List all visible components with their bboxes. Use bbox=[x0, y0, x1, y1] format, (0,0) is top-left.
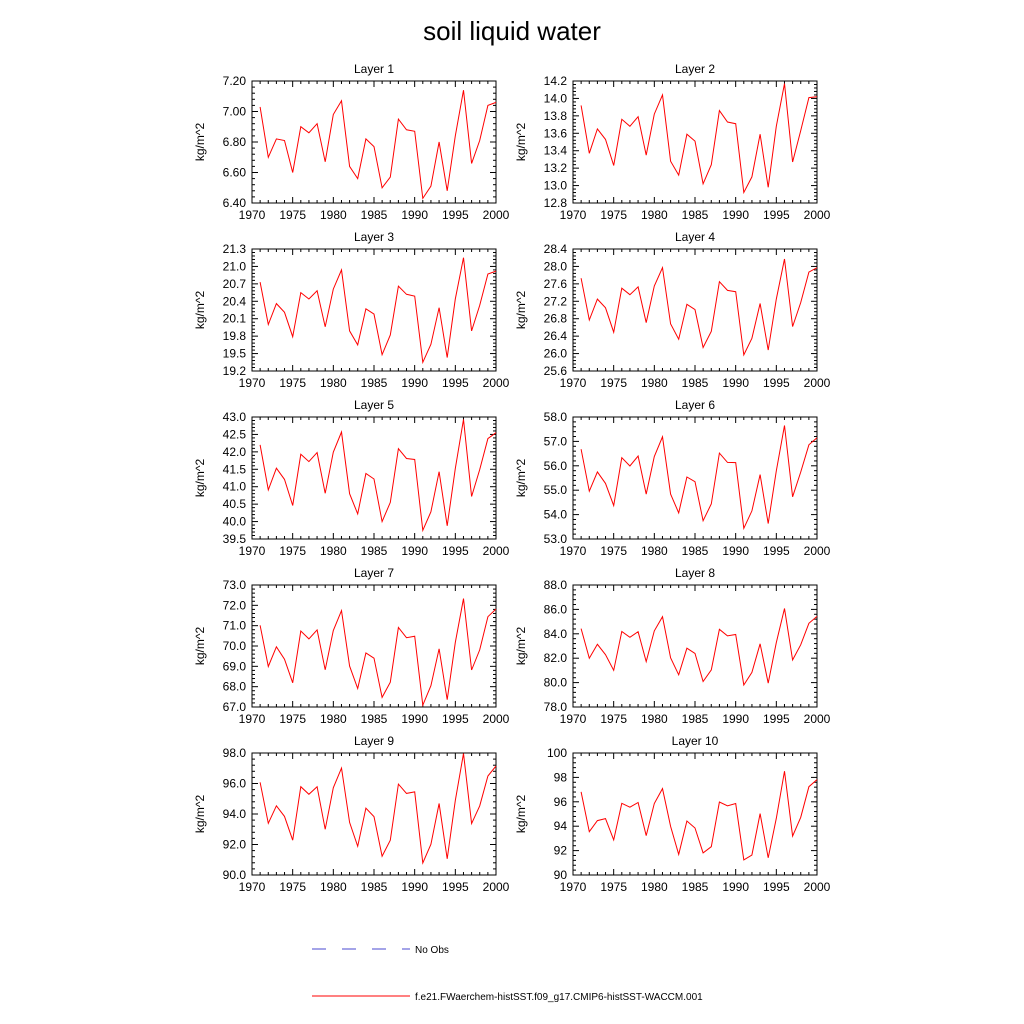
legend-obs-label: No Obs bbox=[415, 945, 449, 956]
x-tick-label: 1975 bbox=[279, 208, 307, 222]
x-tick-label: 1980 bbox=[640, 544, 668, 558]
y-tick-label: 21.0 bbox=[222, 259, 246, 274]
y-tick-label: 19.2 bbox=[222, 364, 246, 378]
y-tick-label: 57.0 bbox=[543, 434, 567, 449]
x-tick-label: 1970 bbox=[238, 208, 266, 222]
panel-title: Layer 5 bbox=[353, 398, 395, 412]
x-tick-label: 1990 bbox=[401, 880, 429, 894]
x-tick-label: 1980 bbox=[319, 376, 347, 390]
y-tick-label: 82.0 bbox=[543, 651, 567, 666]
panel-title: Layer 2 bbox=[674, 62, 716, 76]
y-axis-label: kg/m^2 bbox=[193, 794, 207, 834]
y-tick-label: 69.0 bbox=[222, 659, 246, 674]
y-tick-label: 53.0 bbox=[543, 532, 567, 546]
y-tick-label: 67.0 bbox=[222, 700, 246, 714]
y-tick-label: 25.6 bbox=[543, 364, 567, 378]
x-tick-label: 1990 bbox=[722, 544, 750, 558]
chart-panel-3 bbox=[193, 230, 510, 390]
y-tick-label: 100 bbox=[546, 746, 567, 760]
y-tick-label: 73.0 bbox=[222, 578, 246, 592]
panels-group bbox=[193, 62, 831, 894]
plot-frame bbox=[252, 417, 496, 539]
y-tick-label: 13.4 bbox=[543, 143, 567, 158]
panel-title: Layer 8 bbox=[674, 566, 716, 580]
chart-panel-4 bbox=[514, 230, 831, 390]
x-tick-label: 1990 bbox=[401, 208, 429, 222]
chart-panel-5 bbox=[193, 398, 510, 558]
x-tick-label: 2000 bbox=[482, 544, 510, 558]
x-tick-label: 2000 bbox=[803, 880, 831, 894]
y-axis-label: kg/m^2 bbox=[514, 626, 528, 666]
x-tick-label: 2000 bbox=[803, 544, 831, 558]
y-tick-label: 27.6 bbox=[543, 276, 567, 291]
x-tick-label: 1985 bbox=[681, 208, 709, 222]
y-axis-label: kg/m^2 bbox=[514, 458, 528, 498]
series-line bbox=[260, 599, 496, 706]
legend-model-label: f.e21.FWaerchem-histSST.f09_g17.CMIP6-histSST-WACCM.001 bbox=[415, 992, 703, 1003]
x-tick-label: 1980 bbox=[319, 712, 347, 726]
y-tick-label: 14.0 bbox=[543, 91, 567, 106]
y-tick-label: 6.80 bbox=[222, 135, 246, 149]
series-line bbox=[260, 419, 496, 530]
x-tick-label: 1975 bbox=[600, 208, 628, 222]
x-tick-label: 1995 bbox=[441, 376, 469, 390]
y-tick-label: 70.0 bbox=[222, 639, 246, 653]
y-tick-label: 6.60 bbox=[222, 165, 246, 180]
y-tick-label: 90.0 bbox=[222, 868, 246, 882]
y-tick-label: 21.3 bbox=[222, 242, 246, 256]
x-tick-label: 1985 bbox=[681, 544, 709, 558]
x-tick-label: 1980 bbox=[640, 376, 668, 390]
y-tick-label: 54.0 bbox=[543, 507, 567, 522]
y-tick-label: 78.0 bbox=[543, 700, 567, 714]
x-tick-label: 1995 bbox=[441, 208, 469, 222]
y-tick-label: 28.0 bbox=[543, 259, 567, 274]
y-axis-label: kg/m^2 bbox=[193, 122, 207, 162]
y-tick-label: 26.4 bbox=[543, 329, 567, 344]
chart-panel-1 bbox=[193, 62, 510, 222]
chart-panel-2 bbox=[514, 62, 831, 222]
x-tick-label: 1985 bbox=[360, 544, 388, 558]
y-tick-label: 68.0 bbox=[222, 679, 246, 694]
y-axis-label: kg/m^2 bbox=[193, 626, 207, 666]
y-axis-label: kg/m^2 bbox=[514, 794, 528, 834]
y-tick-label: 7.20 bbox=[222, 74, 246, 88]
y-tick-label: 56.0 bbox=[543, 458, 567, 473]
x-tick-label: 1975 bbox=[279, 880, 307, 894]
y-tick-label: 42.5 bbox=[222, 427, 246, 442]
panel-title: Layer 6 bbox=[674, 398, 716, 412]
y-tick-label: 90 bbox=[553, 868, 567, 882]
x-tick-label: 2000 bbox=[803, 712, 831, 726]
x-tick-label: 1980 bbox=[640, 712, 668, 726]
panel-title: Layer 7 bbox=[353, 566, 395, 580]
x-tick-label: 1980 bbox=[319, 880, 347, 894]
x-tick-label: 1985 bbox=[360, 712, 388, 726]
panel-title: Layer 3 bbox=[353, 230, 395, 244]
y-tick-label: 96.0 bbox=[222, 776, 246, 791]
x-tick-label: 2000 bbox=[482, 712, 510, 726]
plot-frame bbox=[252, 585, 496, 707]
y-tick-label: 20.4 bbox=[222, 294, 246, 309]
y-tick-label: 41.5 bbox=[222, 462, 246, 477]
y-tick-label: 19.8 bbox=[222, 329, 246, 344]
x-tick-label: 1990 bbox=[401, 712, 429, 726]
x-tick-label: 1995 bbox=[762, 880, 790, 894]
plot-frame bbox=[252, 753, 496, 875]
y-tick-label: 13.2 bbox=[543, 161, 567, 176]
x-tick-label: 1995 bbox=[762, 208, 790, 222]
y-tick-label: 43.0 bbox=[222, 410, 246, 424]
y-tick-label: 84.0 bbox=[543, 626, 567, 641]
x-tick-label: 1980 bbox=[640, 880, 668, 894]
x-tick-label: 1975 bbox=[279, 544, 307, 558]
y-tick-label: 13.0 bbox=[543, 178, 567, 193]
plot-frame bbox=[573, 753, 817, 875]
y-tick-label: 98.0 bbox=[222, 746, 246, 760]
x-tick-label: 1985 bbox=[360, 376, 388, 390]
x-tick-label: 1995 bbox=[441, 880, 469, 894]
plot-frame bbox=[252, 249, 496, 371]
x-tick-label: 1970 bbox=[238, 544, 266, 558]
chart-panel-8 bbox=[514, 566, 831, 726]
y-tick-label: 19.5 bbox=[222, 346, 246, 361]
y-axis-label: kg/m^2 bbox=[193, 290, 207, 330]
y-tick-label: 71.0 bbox=[222, 618, 246, 633]
chart-panel-9 bbox=[193, 734, 510, 894]
panel-title: Layer 4 bbox=[674, 230, 716, 244]
y-tick-label: 40.0 bbox=[222, 514, 246, 529]
y-tick-label: 20.7 bbox=[222, 276, 246, 291]
series-line bbox=[581, 84, 817, 193]
x-tick-label: 1995 bbox=[441, 544, 469, 558]
y-tick-label: 42.0 bbox=[222, 444, 246, 459]
y-tick-label: 94.0 bbox=[222, 807, 246, 821]
panel-title: Layer 1 bbox=[353, 62, 395, 76]
x-tick-label: 1990 bbox=[722, 712, 750, 726]
x-tick-label: 1970 bbox=[238, 712, 266, 726]
y-tick-label: 80.0 bbox=[543, 675, 567, 690]
y-tick-label: 96 bbox=[553, 794, 567, 809]
y-tick-label: 41.0 bbox=[222, 479, 246, 494]
x-tick-label: 1970 bbox=[559, 880, 587, 894]
y-tick-label: 55.0 bbox=[543, 483, 567, 498]
y-tick-label: 88.0 bbox=[543, 578, 567, 592]
x-tick-label: 1990 bbox=[722, 376, 750, 390]
x-tick-label: 1980 bbox=[640, 208, 668, 222]
y-tick-label: 20.1 bbox=[222, 311, 246, 326]
x-tick-label: 2000 bbox=[482, 376, 510, 390]
x-tick-label: 1980 bbox=[319, 208, 347, 222]
y-tick-label: 14.2 bbox=[543, 74, 567, 88]
x-tick-label: 1985 bbox=[681, 376, 709, 390]
x-tick-label: 1990 bbox=[722, 880, 750, 894]
y-axis-label: kg/m^2 bbox=[193, 458, 207, 498]
x-tick-label: 1970 bbox=[559, 376, 587, 390]
x-tick-label: 1975 bbox=[600, 712, 628, 726]
plot-frame bbox=[252, 81, 496, 203]
chart-panel-10 bbox=[514, 734, 831, 894]
y-tick-label: 27.2 bbox=[543, 294, 567, 309]
series-line bbox=[260, 754, 496, 864]
x-tick-label: 1985 bbox=[681, 880, 709, 894]
x-tick-label: 1975 bbox=[600, 376, 628, 390]
x-tick-label: 1970 bbox=[559, 712, 587, 726]
series-line bbox=[581, 609, 817, 686]
y-tick-label: 94 bbox=[553, 819, 567, 834]
x-tick-label: 1985 bbox=[360, 208, 388, 222]
chart-panel-7 bbox=[193, 566, 510, 726]
panel-title: Layer 10 bbox=[671, 734, 719, 748]
y-tick-label: 58.0 bbox=[543, 410, 567, 424]
y-tick-label: 92.0 bbox=[222, 837, 246, 852]
y-tick-label: 13.6 bbox=[543, 126, 567, 141]
y-tick-label: 13.8 bbox=[543, 108, 567, 123]
y-tick-label: 6.40 bbox=[222, 196, 246, 210]
x-tick-label: 1980 bbox=[319, 544, 347, 558]
y-tick-label: 39.5 bbox=[222, 532, 246, 546]
y-tick-label: 12.8 bbox=[543, 196, 567, 210]
x-tick-label: 1995 bbox=[762, 712, 790, 726]
x-tick-label: 2000 bbox=[803, 376, 831, 390]
x-tick-label: 1985 bbox=[681, 712, 709, 726]
x-tick-label: 2000 bbox=[482, 880, 510, 894]
x-tick-label: 1975 bbox=[279, 712, 307, 726]
x-tick-label: 1970 bbox=[238, 376, 266, 390]
x-tick-label: 1995 bbox=[441, 712, 469, 726]
x-tick-label: 1995 bbox=[762, 544, 790, 558]
series-line bbox=[260, 90, 496, 198]
x-tick-label: 1995 bbox=[762, 376, 790, 390]
panel-title: Layer 9 bbox=[353, 734, 395, 748]
y-tick-label: 40.5 bbox=[222, 497, 246, 512]
y-axis-label: kg/m^2 bbox=[514, 290, 528, 330]
x-tick-label: 1975 bbox=[279, 376, 307, 390]
x-tick-label: 1985 bbox=[360, 880, 388, 894]
y-tick-label: 7.00 bbox=[222, 104, 246, 119]
y-tick-label: 26.8 bbox=[543, 311, 567, 326]
x-tick-label: 1990 bbox=[401, 544, 429, 558]
y-tick-label: 92 bbox=[553, 843, 567, 858]
x-tick-label: 1990 bbox=[401, 376, 429, 390]
series-line bbox=[581, 259, 817, 355]
figure-title: soil liquid water bbox=[423, 16, 601, 46]
x-tick-label: 1975 bbox=[600, 544, 628, 558]
y-tick-label: 86.0 bbox=[543, 602, 567, 617]
plot-frame bbox=[573, 585, 817, 707]
series-line bbox=[260, 258, 496, 363]
y-tick-label: 72.0 bbox=[222, 598, 246, 613]
x-tick-label: 1970 bbox=[238, 880, 266, 894]
x-tick-label: 1975 bbox=[600, 880, 628, 894]
plot-frame bbox=[573, 417, 817, 539]
x-tick-label: 2000 bbox=[482, 208, 510, 222]
x-tick-label: 1990 bbox=[722, 208, 750, 222]
y-tick-label: 98 bbox=[553, 770, 567, 785]
x-tick-label: 1970 bbox=[559, 208, 587, 222]
series-line bbox=[581, 771, 817, 860]
series-line bbox=[581, 426, 817, 529]
x-tick-label: 2000 bbox=[803, 208, 831, 222]
y-tick-label: 28.4 bbox=[543, 242, 567, 256]
y-tick-label: 26.0 bbox=[543, 346, 567, 361]
legend bbox=[312, 945, 703, 1003]
chart-panel-6 bbox=[514, 398, 831, 558]
y-axis-label: kg/m^2 bbox=[514, 122, 528, 162]
x-tick-label: 1970 bbox=[559, 544, 587, 558]
